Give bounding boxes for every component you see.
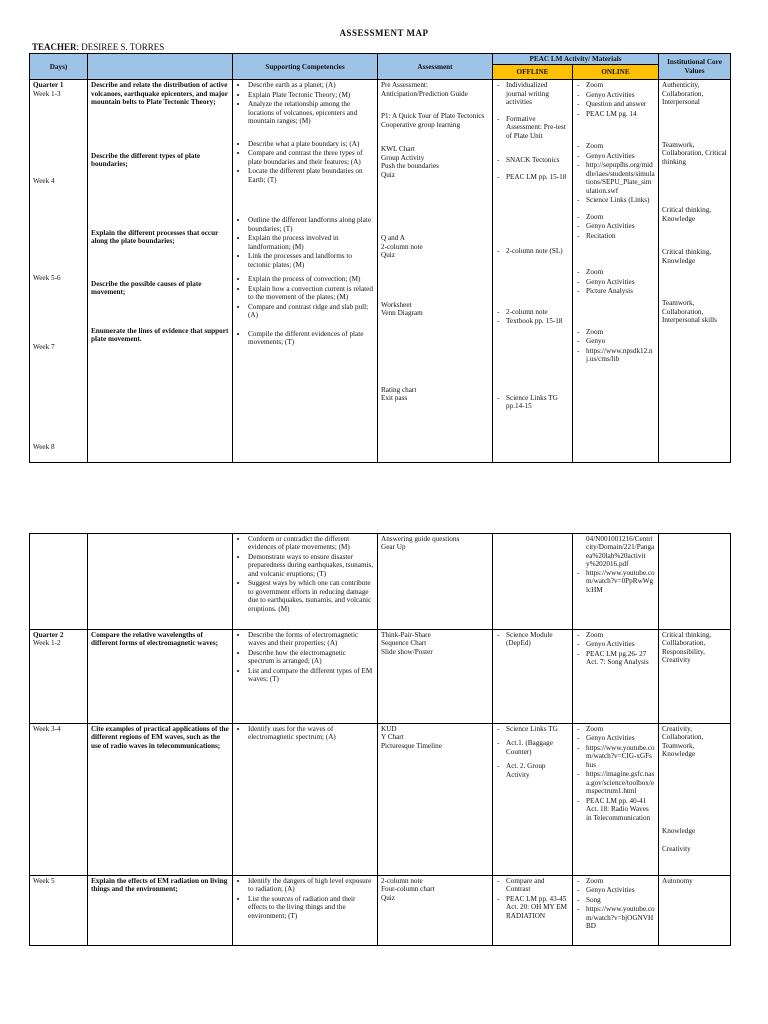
- header-supporting: Supporting Competencies: [233, 54, 378, 80]
- w5-assessment-cell: 2-column note Four-column chart Quiz: [378, 876, 493, 946]
- w5-competency-cell: Explain the effects of EM radiation on living things and the environment;: [88, 876, 233, 946]
- assessment-table-page1: [29, 53, 731, 463]
- online-cell: - Zoom - Genyo Activities - Question and answer - PEAC LM pg. 14 - Zoom - Genyo Activities - http://sepuplhs.org/middle/iaes/students/simulations/SEPU_Plate_simulation.swf - Science Links (Links) - Zoom - Genyo Activities - Recitation - Zoom - Genyo Activities - Picture Analysis - Zoom - Genyo - https://www.npsdk12.nj.us/cms/lib: [573, 80, 659, 463]
- assessment-table-page2: [29, 533, 731, 946]
- w34-competency-cell: Cite examples of practical applications of the different regions of EM waves, such as the use of radio waves in telecommunications;: [88, 724, 233, 876]
- q2-supporting-cell: • Describe the forms of electromagnetic waves and their properties; (A) • Describe how the electromagnetic spectrum is arranged; (A) • List and compare the different types of EM waves; (T): [233, 630, 378, 724]
- w5-online-cell: - Zoom - Genyo Activities - Song - https://www.youtube.com/watch?v=bjOGNVHBD: [573, 876, 659, 946]
- values-cell: Authenticity, Collaboration, Interpersonal Teamwork, Collaboration, Critical thinking Critical thinking, Knowledge Critical thinking, Knowledge Teamwork, Collaboration, Interpersonal skills: [659, 80, 731, 463]
- cont-assessment-cell: Answering guide questions Gear Up: [378, 534, 493, 630]
- header-online: ONLINE: [573, 65, 659, 80]
- cont-online-cell: 04/N001001216/Centricity/Domain/221/Pangaea%20lab%20activity%202016.pdf - https://www.youtube.com/watch?v=0PpRwWglcHM: [573, 534, 659, 630]
- youtube-link[interactable]: https://www.youtube.com/watch?v=CIG-xGFshus: [586, 743, 655, 769]
- q2-online-cell: - Zoom - Genyo Activities - PEAC LM pg.26- 27 Act. 7: Song Analysis: [573, 630, 659, 724]
- w34-online-cell: - Zoom - Genyo Activities - https://www.youtube.com/watch?v=CIG-xGFshus - https://imagine.gsfc.nasa.gov/science/toolbox/emspectrum1.html - PEAC LM pp. 40-41 Act. 18: Radio Waves in Telecommunication: [573, 724, 659, 876]
- supporting-cell: • Describe earth as a planet; (A) • Explain Plate Tectonic Theory; (M) • Analyze the relationship among the locations of volcanoes, epicenters and mountain ranges; (M) • Describe what a plate boundary is; (A) • Compare and contrast the three types of plate boundaries and their features; (A) • Locate the different plate boundaries on Earth; (T) • Outline the different landforms along plate boundaries; (T) • Explain the process involved in landformation; (M) • Link the processes and landforms to tectonic plates; (M) • Explain the process of convection; (M) • Explain how a convection current is related to the movement of the plates; (M) • Compare and contrast ridge and slab pull; (A) • Compile the different evidences of plate movements; (T): [233, 80, 378, 463]
- w34-supporting-cell: • Identify uses for the waves of electromagnetic spectrum; (A): [233, 724, 378, 876]
- teacher-line: TEACHER: DESIREE S. TORRES: [32, 42, 165, 52]
- document-title: ASSESSMENT MAP: [339, 28, 429, 38]
- cont-supporting-cell: • Conform or contradict the different evidences of plate movements; (M) • Demonstrate ways to ensure disaster preparedness during earthquakes, tsunamis, and volcanic eruptions; (T) • Suggest ways by which one can contribute to government efforts in reducing damage due to earthquakes, tsunamis, and volcanic eruptions. (M): [233, 534, 378, 630]
- w34-values-cell: Creativity, Collaboration, Teamwork, Knowledge Knowledge Creativity: [659, 724, 731, 876]
- q2-competency-cell: Compare the relative wavelengths of different forms of electromagnetic waves;: [88, 630, 233, 724]
- w5-offline-cell: - Compare and Contrast - PEAC LM pp. 43-45 Act. 20: OH MY EM RADIATION: [493, 876, 573, 946]
- q2-assessment-cell: Think-Pair-Share Sequence Chart Slide show/Poster: [378, 630, 493, 724]
- w34-assessment-cell: KUD Y Chart Picturesque Timeline: [378, 724, 493, 876]
- q2-time-cell: Quarter 2 Week 1-2: [30, 630, 88, 724]
- nasa-link[interactable]: https://imagine.gsfc.nasa.gov/science/toolbox/emspectrum1.html: [586, 770, 655, 796]
- header-time: Days): [30, 54, 88, 80]
- header-peac: PEAC LM Activity/ Materials: [493, 54, 659, 65]
- time-cell: Quarter 1 Week 1-3 Week 4 Week 5-6 Week 7 Week 8: [30, 80, 88, 463]
- header-competency: [88, 54, 233, 80]
- header-values: Institutional Core Values: [659, 54, 731, 80]
- q2-values-cell: Critical thinking, Colllaboration, Responsibility, Creativity: [659, 630, 731, 724]
- header-offline: OFFLINE: [493, 65, 573, 80]
- header-assessment: Assessment: [378, 54, 493, 80]
- w5-supporting-cell: • Identify the dangers of high level exposure to radiation; (A) • List the sources of radiation and their effects to the living things and the environment; (T): [233, 876, 378, 946]
- w34-time-cell: Week 3-4: [30, 724, 88, 876]
- assessment-cell: Pre Assessment: Anticipation/Prediction Guide P1: A Quick Tour of Plate Tectonics Cooperative group learning KWL Chart Group Activity Push the boundaries Quiz Q and A 2-column note Quiz Worksheet Venn Diagram Rating chart Exit pass: [378, 80, 493, 463]
- offline-cell: - Individualized journal writing activities - Formative Assessment: Pre-test of Plate Unit - SNACK Tectonics - PEAC LM pp. 15-18 - 2-column note (SL) - 2-column note - Textbook pp. 15-18 - Science Links TG pp.14-15: [493, 80, 573, 463]
- w5-values-cell: Autonomy: [659, 876, 731, 946]
- w34-offline-cell: - Science Links TG - Act.1. (Baggage Counter) - Act. 2. Group Activity: [493, 724, 573, 876]
- q2-offline-cell: - Science Module (DepEd): [493, 630, 573, 724]
- competency-cell: Describe and relate the distribution of active volcanoes, earthquake epicenters, and major mountain belts to Plate Tectonic Theory; Describe the different types of plate boundaries; Explain the different processes that occur along the plate boundaries; Describe the possible causes of plate movement; Enumerate the lines of evidence that support plate movement.: [88, 80, 233, 463]
- radiation-youtube-link[interactable]: https://www.youtube.com/watch?v=bjOGNVHBD: [586, 905, 655, 931]
- w5-time-cell: Week 5: [30, 876, 88, 946]
- plate-simulation-link[interactable]: http://sepuplhs.org/middle/iaes/students/simulations/SEPU_Plate_simulation.swf: [586, 161, 655, 195]
